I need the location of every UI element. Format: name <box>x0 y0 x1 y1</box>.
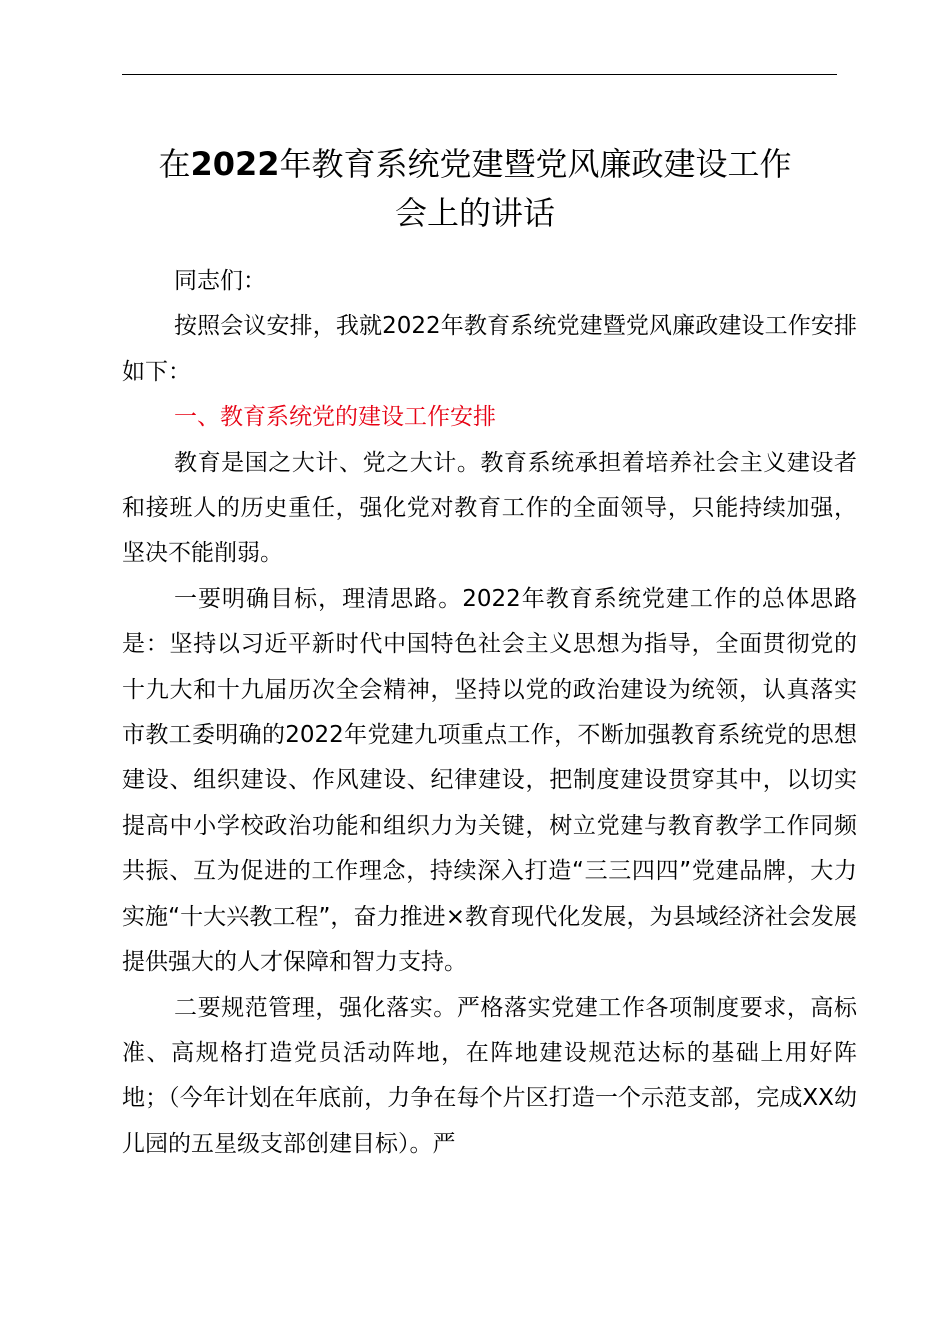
intro-paragraph: 按照会议安排，我就2022年教育系统党建暨党风廉政建设工作安排如下： <box>122 313 857 385</box>
document-body <box>122 259 857 1167</box>
body-paragraph: 教育是国之大计、党之大计。教育系统承担着培养社会主义建设者和接班人的历史重任，强化党对教育工作的全面领导，只能持续加强，坚决不能削弱。 <box>122 449 857 567</box>
salutation: 同志们： <box>174 268 266 294</box>
title-year: 2022 <box>190 145 280 183</box>
header-rule <box>122 74 837 75</box>
body-paragraph: 二要规范管理，强化落实。严格落实党建工作各项制度要求，高标准、高规格打造党员活动阵地，在阵地建设规范达标的基础上用好阵地；（今年计划在年底前，力争在每个片区打造一个示范支部，完成XX幼儿园的五星级支部创建目标）。严 <box>122 994 857 1157</box>
section-heading: 一、教育系统党的建设工作安排 <box>174 404 496 431</box>
body-paragraph: 一要明确目标，理清思路。2022年教育系统党建工作的总体思路是：坚持以习近平新时代中国特色社会主义思想为指导，全面贯彻党的十九大和十九届历次全会精神，坚持以党的政治建设为统领，认真落实市教工委明确的2022年党建九项重点工作，不断加强教育系统党的思想建设、组织建设、作风建设、纪律建设，把制度建设贯穿其中，以切实提高中小学校政治功能和组织力为关键，树立党建与教育教学工作同频共振、互为促进的工作理念，持续深入打造“三三四四”党建品牌，大力实施“十大兴教工程”，奋力推进×教育现代化发展，为县域经济社会发展提供强大的人才保障和智力支持。 <box>122 585 857 976</box>
title-suffix: 年教育系统党建暨党风廉政建设工作 <box>279 145 792 183</box>
document-title <box>100 140 850 238</box>
title-prefix: 在 <box>158 145 191 183</box>
title-line2: 会上的讲话 <box>394 194 555 232</box>
